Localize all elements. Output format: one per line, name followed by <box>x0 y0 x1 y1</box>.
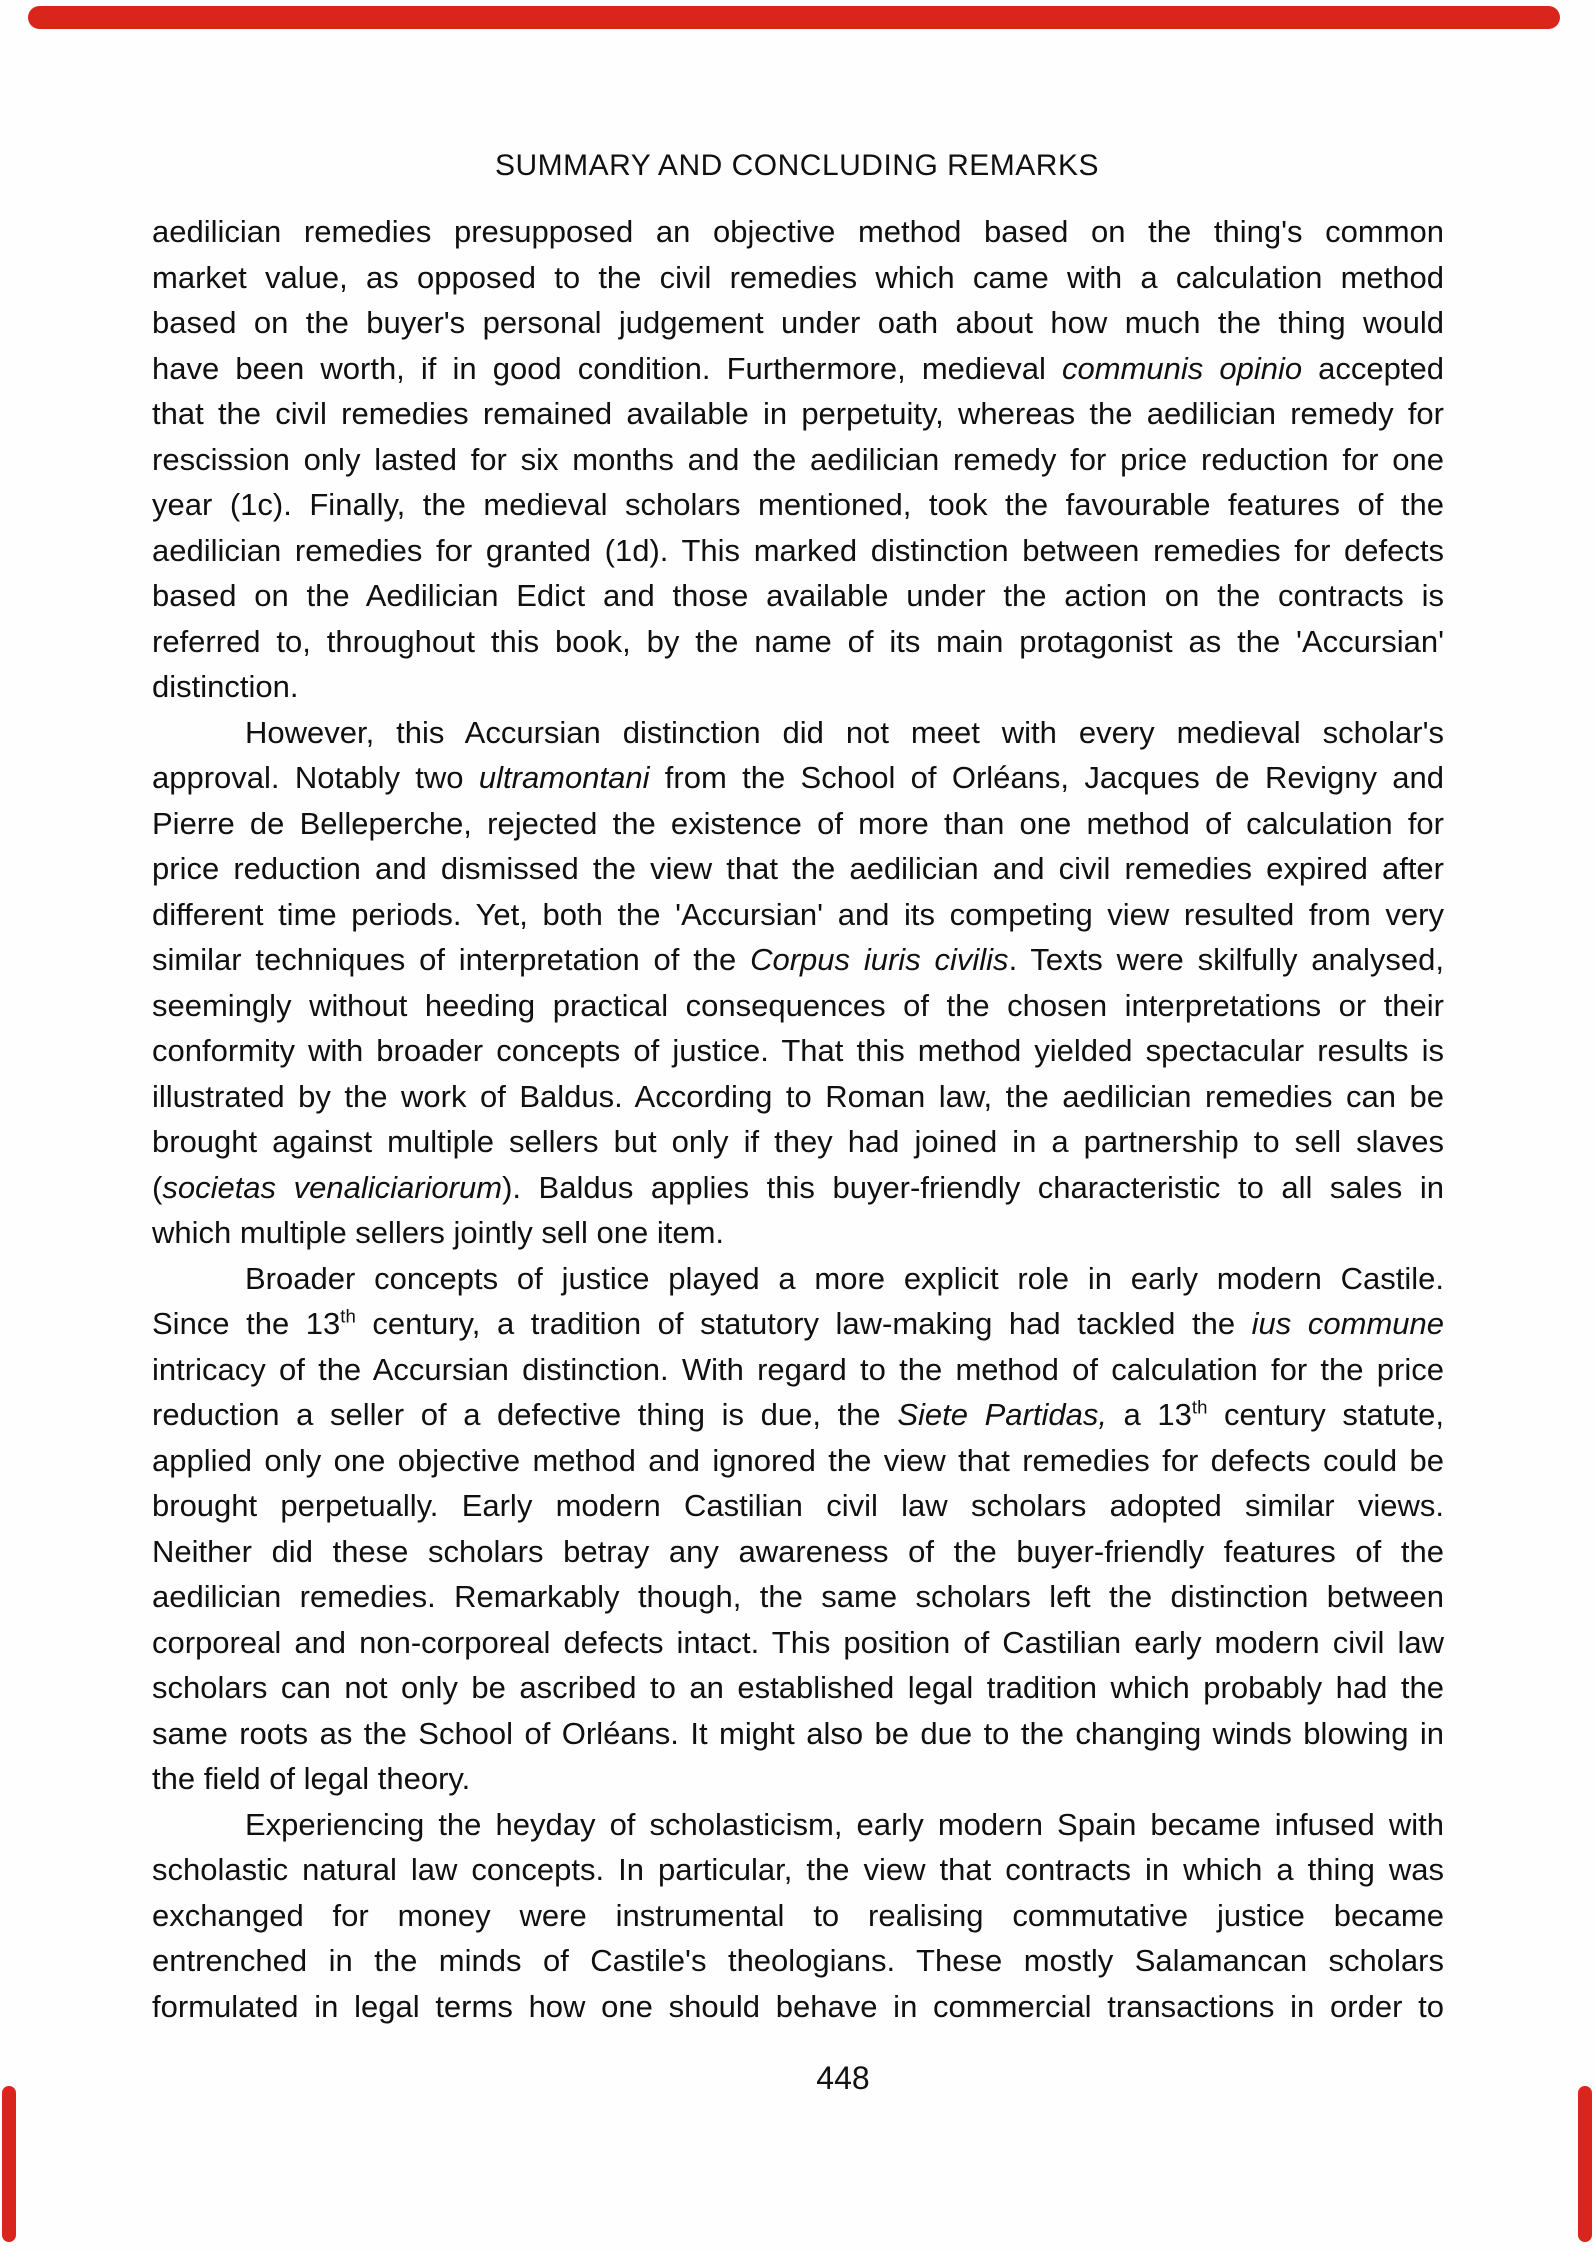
text-line: conformity with broader concepts of justice. That this method yielded spectacular results is <box>152 1033 1444 1068</box>
text-line: have been worth, if in good condition. Furthermore, medieval communis opinio accepted <box>152 350 1444 386</box>
text-line: entrenched in the minds of Castile's theologians. These mostly Salamancan scholars <box>152 1943 1444 1978</box>
text-line: brought perpetually. Early modern Castilian civil law scholars adopted similar views. <box>152 1488 1444 1523</box>
text-line: rescission only lasted for six months and the aedilician remedy for price reduction for one <box>152 441 1444 477</box>
superscript-text: th <box>1191 1396 1208 1418</box>
text-line: illustrated by the work of Baldus. According to Roman law, the aedilician remedies can be <box>152 1078 1444 1114</box>
text-line: Neither did these scholars betray any awareness of the buyer-friendly features of the <box>152 1533 1444 1569</box>
text-line: market value, as opposed to the civil remedies which came with a calculation method <box>152 259 1444 295</box>
italic-text: ultramontani <box>478 760 650 795</box>
scan-edge-left-mark <box>2 2086 16 2242</box>
body-text <box>152 209 1444 2029</box>
page-header: SUMMARY AND CONCLUDING REMARKS <box>495 149 1099 182</box>
text-line: price reduction and dismissed the view that the aedilician and civil remedies expired after <box>152 851 1444 886</box>
page-number: 448 <box>816 2060 870 2096</box>
text-line: corporeal and non-corporeal defects intact. This position of Castilian early modern civil law <box>152 1624 1444 1660</box>
text-line: different time periods. Yet, both the 'Accursian' and its competing view resulted from very <box>152 896 1444 932</box>
italic-text: Corpus iuris civilis <box>750 942 1009 977</box>
italic-text: Siete Partidas, <box>897 1397 1107 1432</box>
text-line: distinction. <box>152 669 299 704</box>
text-line: (societas venaliciariorum). Baldus applies this buyer-friendly characteristic to all sales in <box>152 1169 1444 1205</box>
text-line: year (1c). Finally, the medieval scholars mentioned, took the favourable features of the <box>152 487 1444 522</box>
text-line: formulated in legal terms how one should behave in commercial transactions in order to <box>152 1988 1444 2024</box>
text-line: Experiencing the heyday of scholasticism, early modern Spain became infused with <box>245 1806 1444 1842</box>
paragraph <box>152 1802 1444 2030</box>
paragraph <box>152 710 1444 1256</box>
paragraph <box>152 1256 1444 1802</box>
text-line: which multiple sellers jointly sell one item. <box>152 1215 725 1250</box>
italic-text: ius commune <box>1251 1306 1444 1341</box>
text-line: based on the buyer's personal judgement under oath about how much the thing would <box>152 305 1444 340</box>
text-line: referred to, throughout this book, by the name of its main protagonist as the 'Accursian' <box>152 623 1444 659</box>
text-line: brought against multiple sellers but only if they had joined in a partnership to sell slaves <box>152 1124 1444 1159</box>
text-line: aedilician remedies presupposed an objective method based on the thing's common <box>152 214 1444 249</box>
text-line: Broader concepts of justice played a more explicit role in early modern Castile. <box>245 1260 1444 1296</box>
text-line: scholars can not only be ascribed to an established legal tradition which probably had the <box>152 1670 1444 1705</box>
text-line: reduction a seller of a defective thing is due, the Siete Partidas, a 13th century statute, <box>152 1396 1445 1432</box>
text-line: applied only one objective method and ignored the view that remedies for defects could be <box>152 1442 1444 1478</box>
text-line: aedilician remedies for granted (1d). This marked distinction between remedies for defects <box>152 532 1444 568</box>
scan-edge-top-mark <box>28 6 1560 29</box>
text-line: scholastic natural law concepts. In particular, the view that contracts in which a thing was <box>152 1852 1444 1887</box>
text-line: aedilician remedies. Remarkably though, the same scholars left the distinction between <box>152 1579 1444 1614</box>
text-line: seemingly without heeding practical consequences of the chosen interpretations or their <box>152 987 1444 1023</box>
text-line: intricacy of the Accursian distinction. With regard to the method of calculation for the price <box>152 1351 1444 1387</box>
text-line: the field of legal theory. <box>152 1761 471 1796</box>
text-line: that the civil remedies remained available in perpetuity, whereas the aedilician remedy for <box>152 396 1444 431</box>
italic-text: communis opinio <box>1061 350 1303 386</box>
text-line: However, this Accursian distinction did not meet with every medieval scholar's <box>245 714 1444 750</box>
text-line: Since the 13th century, a tradition of statutory law-making had tackled the ius commune <box>152 1305 1444 1341</box>
text-line: exchanged for money were instrumental to realising commutative justice became <box>152 1897 1444 1933</box>
text-line: similar techniques of interpretation of the Corpus iuris civilis. Texts were skilfully analysed, <box>152 942 1445 977</box>
text-line: based on the Aedilician Edict and those available under the action on the contracts is <box>152 578 1444 613</box>
superscript-text: th <box>340 1305 356 1327</box>
text-line: Pierre de Belleperche, rejected the existence of more than one method of calculation for <box>152 805 1444 841</box>
text-line: approval. Notably two ultramontani from the School of Orléans, Jacques de Revigny and <box>152 760 1444 795</box>
scan-edge-right-mark <box>1578 2086 1592 2242</box>
text-line: same roots as the School of Orléans. It might also be due to the changing winds blowing in <box>152 1715 1444 1751</box>
italic-text: societas venaliciariorum <box>162 1169 503 1205</box>
paragraph <box>152 209 1444 710</box>
